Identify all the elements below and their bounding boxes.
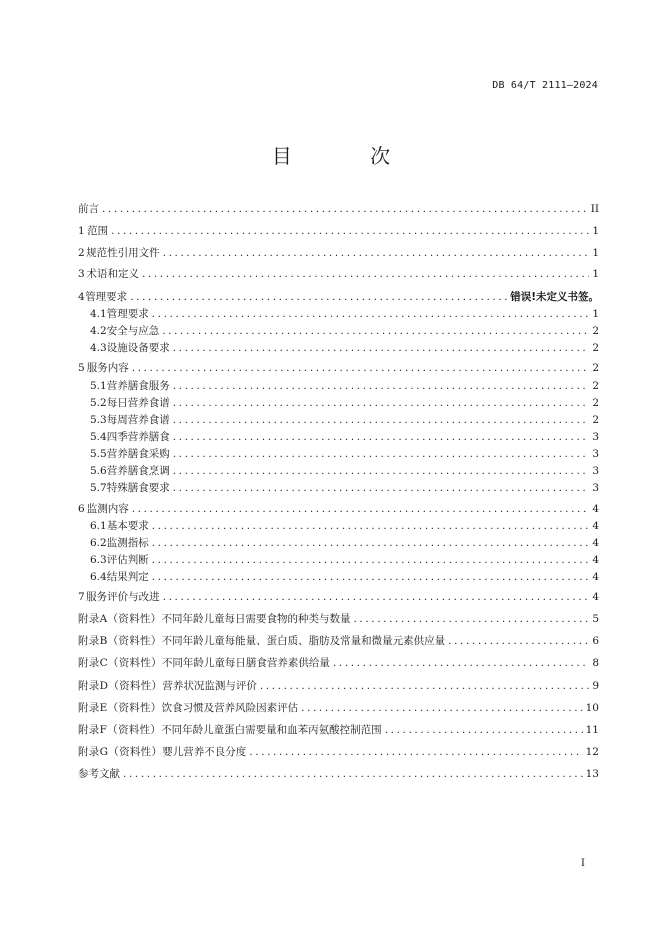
appendix-label: 附录B（资料性） (78, 635, 162, 647)
toc-page: 3 (592, 431, 599, 443)
document-id: DB 64/T 2111—2024 (492, 80, 598, 91)
toc-number: 5.3 (90, 414, 107, 426)
leader-dots (152, 553, 590, 567)
toc-page: 10 (585, 702, 599, 714)
toc-entry-3[interactable] (78, 267, 599, 281)
leader-dots (142, 267, 589, 281)
toc-label: 四季营养膳食 (106, 431, 170, 443)
toc-label: 服务评价与改进 (86, 591, 160, 603)
toc-label: 饮食习惯及营养风险因素评估 (161, 702, 299, 714)
leader-dots (111, 224, 589, 238)
toc-label: 不同年龄儿童蛋白需要量和血苯丙氨酸控制范围 (161, 724, 382, 736)
toc-entry-references[interactable] (78, 767, 599, 781)
toc-number: 5.5 (90, 448, 107, 460)
toc-number: 7 (78, 591, 85, 603)
toc-label: 营养状况监测与评价 (162, 680, 257, 692)
leader-dots (249, 745, 582, 759)
toc-label: 服务内容 (86, 362, 129, 374)
toc-number: 6.3 (90, 554, 107, 566)
leader-dots (260, 679, 589, 693)
toc-entry-6-4[interactable] (90, 570, 599, 584)
toc-label: 评估判断 (106, 554, 149, 566)
leader-dots (173, 430, 590, 444)
leader-dots (132, 361, 590, 375)
toc-label: 监测内容 (86, 503, 129, 515)
leader-dots (162, 324, 589, 338)
toc-number: 5.2 (90, 397, 107, 409)
toc-entry-appendix-g[interactable] (78, 745, 599, 759)
toc-entry-5-7[interactable] (90, 481, 599, 495)
toc-label: 监测指标 (106, 537, 149, 549)
toc-entry-preface[interactable] (78, 202, 599, 216)
toc-page: 4 (592, 554, 599, 566)
toc-label: 参考文献 (78, 768, 120, 780)
toc-entry-5-3[interactable] (90, 413, 599, 427)
toc-label: 基本要求 (106, 520, 149, 532)
toc-entry-appendix-d[interactable] (78, 679, 599, 693)
toc-label: 婴儿营养不良分度 (162, 746, 247, 758)
toc-page: 5 (592, 613, 599, 625)
appendix-label: 附录C（资料性） (78, 657, 162, 669)
leader-dots (152, 307, 590, 321)
toc-label: 安全与应急 (106, 325, 160, 337)
appendix-label: 附录E（资料性） (78, 702, 162, 714)
leader-dots (163, 246, 590, 260)
toc-label: 不同年龄儿童每能量、蛋白质、脂肪及常量和微量元素供应量 (161, 635, 446, 647)
leader-dots (173, 396, 590, 410)
toc-page: 3 (592, 448, 599, 460)
toc-number: 5.4 (90, 431, 107, 443)
leader-dots (353, 612, 589, 626)
toc-label: 前言 (78, 203, 99, 215)
toc-entry-7[interactable] (78, 590, 599, 604)
toc-entry-6-1[interactable] (90, 519, 599, 533)
toc-number: 5.7 (90, 482, 107, 494)
toc-entry-6-2[interactable] (90, 536, 599, 550)
toc-label: 每日营养食谱 (106, 397, 170, 409)
toc-page: II (590, 203, 599, 215)
leader-dots (333, 656, 589, 670)
toc-entry-appendix-b[interactable] (78, 634, 599, 648)
toc-page: 2 (592, 325, 599, 337)
toc-number: 5.1 (90, 380, 107, 392)
toc-number: 4.3 (90, 342, 107, 354)
leader-dots (130, 290, 507, 304)
toc-entry-5-2[interactable] (90, 396, 599, 410)
leader-dots (385, 723, 583, 737)
toc-label: 范围 (87, 225, 109, 237)
toc-entry-5-4[interactable] (90, 430, 599, 444)
toc-page: 2 (592, 414, 599, 426)
toc-entry-5[interactable] (78, 361, 599, 375)
toc-page: 4 (592, 591, 599, 603)
toc-page: 4 (592, 520, 599, 532)
toc-label: 结果判定 (106, 571, 149, 583)
leader-dots (301, 701, 583, 715)
leader-dots (173, 379, 590, 393)
toc-label: 管理要求 (106, 308, 149, 320)
toc-entry-appendix-a[interactable] (78, 612, 599, 626)
leader-dots (152, 570, 590, 584)
toc-entry-5-6[interactable] (90, 464, 599, 478)
toc-entry-4-2[interactable] (90, 324, 599, 338)
appendix-label: 附录A（资料性） (78, 613, 162, 625)
toc-page: 11 (585, 724, 599, 736)
toc-page: 6 (592, 635, 599, 647)
toc-page: 3 (592, 465, 599, 477)
toc-page: 3 (592, 482, 599, 494)
toc-page: 2 (592, 397, 599, 409)
leader-dots (173, 341, 590, 355)
toc-label: 不同年龄儿童每日膳食营养素供给量 (161, 657, 330, 669)
toc-label: 规范性引用文件 (86, 247, 160, 259)
leader-dots (173, 447, 590, 461)
toc-number: 5 (78, 362, 85, 374)
toc-number: 6.2 (90, 537, 107, 549)
leader-dots (152, 519, 590, 533)
toc-page: 13 (585, 768, 599, 780)
toc-entry-4-1[interactable] (90, 307, 599, 321)
toc-label: 营养膳食采购 (106, 448, 170, 460)
toc-page: 2 (592, 362, 599, 374)
toc-page: 9 (592, 680, 599, 692)
toc-entry-5-5[interactable] (90, 447, 599, 461)
toc-entry-appendix-c[interactable] (78, 656, 599, 670)
toc-entry-2[interactable] (78, 246, 599, 260)
toc-label: 营养膳食服务 (106, 380, 170, 392)
toc-page: 1 (592, 247, 599, 259)
appendix-label: 附录G（资料性） (78, 746, 163, 758)
toc-number: 4.2 (90, 325, 107, 337)
toc-entry-appendix-f[interactable] (78, 723, 599, 737)
toc-number: 5.6 (90, 465, 107, 477)
toc-label: 特殊膳食要求 (106, 482, 170, 494)
toc-entry-1[interactable] (78, 224, 599, 238)
toc-label: 不同年龄儿童每日需要食物的种类与数量 (161, 613, 351, 625)
toc-page: 4 (592, 571, 599, 583)
toc-page: 1 (592, 268, 599, 280)
toc-number: 1 (78, 225, 85, 237)
toc-entry-5-1[interactable] (90, 379, 599, 393)
toc-page: 1 (592, 225, 599, 237)
toc-number: 2 (78, 247, 85, 259)
toc-number: 3 (78, 268, 85, 280)
leader-dots (448, 634, 589, 648)
toc-page: 2 (592, 380, 599, 392)
page-title: 目 次 (271, 144, 427, 168)
toc-number: 6.1 (90, 520, 107, 532)
page-number: I (581, 858, 585, 869)
toc-number: 6.4 (90, 571, 107, 583)
toc-label: 术语和定义 (86, 268, 140, 280)
toc-number: 4 (78, 291, 85, 303)
toc-label: 设施设备要求 (106, 342, 170, 354)
leader-dots (173, 481, 590, 495)
toc-page: 1 (592, 308, 599, 320)
leader-dots (173, 464, 590, 478)
leader-dots (123, 767, 583, 781)
appendix-label: 附录D（资料性） (78, 680, 163, 692)
toc-entry-6[interactable] (78, 502, 599, 516)
toc-page: 4 (592, 537, 599, 549)
toc-entry-4-3[interactable] (90, 341, 599, 355)
toc-label: 管理要求 (85, 291, 128, 303)
toc-entry-6-3[interactable] (90, 553, 599, 567)
leader-dots (132, 502, 590, 516)
leader-dots (163, 590, 590, 604)
toc-page: 8 (592, 657, 599, 669)
toc-page: 4 (592, 503, 599, 515)
toc-page: 12 (585, 746, 599, 758)
toc-entry-appendix-e[interactable] (78, 701, 599, 715)
toc-label: 每周营养食谱 (106, 414, 170, 426)
toc-number: 6 (78, 503, 85, 515)
leader-dots (102, 202, 588, 216)
toc-label: 营养膳食烹调 (106, 465, 170, 477)
toc-entry-4[interactable] (78, 290, 599, 304)
toc-page-error: 错误!未定义书签。 (510, 291, 599, 303)
leader-dots (152, 536, 590, 550)
toc-page: 2 (592, 342, 599, 354)
toc-number: 4.1 (90, 308, 107, 320)
appendix-label: 附录F（资料性） (78, 724, 162, 736)
leader-dots (173, 413, 590, 427)
